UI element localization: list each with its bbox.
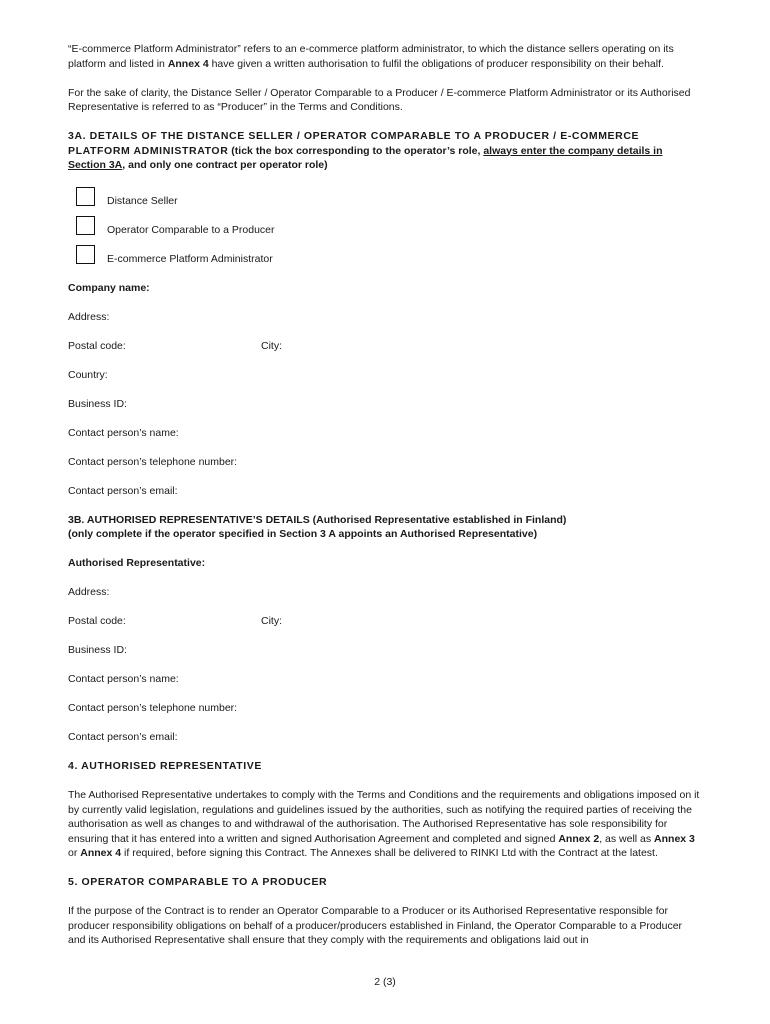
rep-postal-code-row (68, 614, 702, 643)
section-5-paragraph: If the purpose of the Contract is to render an Operator Comparable to a Producer or its Authorised Representative responsible for producer responsibility obligations on behalf of a producer/producers established in Finland, the Operator Comparable to a Producer and its Authorised Representative shall ensure that they comply with the requirements and obligations laid out in (68, 905, 683, 946)
checkbox[interactable] (76, 245, 95, 264)
role-option-label: Operator Comparable to a Producer (107, 223, 275, 236)
address-label: Address: (68, 310, 110, 323)
annex-2-reference: Annex 2 (558, 832, 600, 845)
city-label: City: (261, 339, 282, 352)
section-4-text: if required, before signing this Contract. The Annexes shall be delivered to RINKI Ltd with the Contract at the latest. (121, 847, 658, 859)
rep-business-id-label: Business ID: (68, 644, 127, 656)
section-4-text: The Authorised Representative undertakes to comply with the Terms and Conditions and the requirements and obligations imposed on it by currently valid legislation, regulations and guidelines issued by the authorities, such as notifying the required parties of receiving the authorisation as well as changes to and withdrawal of the authorisation. The Authorised Representative has sole responsibility for ensuring that it has entered into a written and signed Authorisation Agreement and completed and signed (68, 789, 700, 845)
checkbox[interactable] (76, 216, 95, 235)
section-3b-subtitle: (only complete if the operator specified in Section 3 A appoints an Authorised Representative) (68, 528, 538, 540)
rep-postal-code-label: Postal code: (68, 615, 126, 627)
section-3b-title: 3B. AUTHORISED REPRESENTATIVE’S DETAILS (Authorised Representative established in Finland) (68, 513, 567, 526)
authorised-rep-label: Authorised Representative: (68, 557, 206, 569)
role-option-ecommerce-admin[interactable] (68, 252, 702, 281)
postal-code-label: Postal code: (68, 339, 126, 352)
role-option-label: Distance Seller (107, 194, 178, 207)
rep-contact-email-label: Contact person’s email: (68, 731, 178, 743)
checkbox[interactable] (76, 187, 95, 206)
intro-text-end: have given a written authorisation to fulfil the obligations of producer responsibility on their behalf. (208, 57, 664, 70)
country-label: Country: (68, 368, 108, 381)
role-option-label: E-commerce Platform Administrator (107, 252, 273, 265)
company-name-label: Company name: (68, 281, 150, 294)
section-4-heading: 4. AUTHORISED REPRESENTATIVE (68, 760, 262, 772)
contact-name-label: Contact person’s name: (68, 426, 179, 439)
annex-3-reference: Annex 3 (654, 832, 695, 845)
section-4-text: or (68, 847, 81, 859)
intro-paragraph-2: For the sake of clarity, the Distance Seller / Operator Comparable to a Producer / E-commerce Platform Administrator or its Authorised Representative is referred to as “Producer” in the Terms and Conditions. (68, 86, 691, 113)
section-3a-title: 3A. DETAILS OF THE DISTANCE SELLER / OPERATOR COMPARABLE TO A PRODUCER / E-COMMERCE PLATFORM ADMINISTRATOR (68, 130, 640, 157)
section-3a-instruction-underlined: always enter the company details in Section 3A (68, 144, 663, 171)
postal-code-row (68, 339, 702, 368)
rep-contact-name-label: Contact person’s name: (68, 673, 179, 685)
section-3a-instruction-end: , and only one contract per operator role) (122, 159, 328, 171)
rep-address-label: Address: (68, 586, 110, 598)
contact-phone-label: Contact person’s telephone number: (68, 455, 238, 468)
role-option-operator-comparable[interactable] (68, 223, 702, 252)
annex-4-reference: Annex 4 (80, 847, 122, 859)
annex-4-reference: Annex 4 (167, 57, 209, 70)
role-option-distance-seller[interactable] (68, 194, 702, 223)
section-3a-instruction: (tick the box corresponding to the operator’s role, (228, 144, 484, 157)
section-3b-heading (68, 513, 702, 542)
business-id-label: Business ID: (68, 397, 127, 410)
rep-city-label: City: (261, 615, 282, 627)
intro-text: “E-commerce Platform Administrator” refers to an e-commerce platform administrator, to which the distance sellers operating on its platform and listed in (68, 43, 674, 70)
section-4-paragraph (68, 788, 702, 861)
contact-email-label: Contact person’s email: (68, 484, 178, 497)
rep-contact-phone-label: Contact person’s telephone number: (68, 702, 238, 714)
section-3a-heading (68, 129, 702, 173)
intro-paragraph-1 (68, 42, 702, 71)
section-4-text: , as well as (599, 832, 655, 845)
section-5-heading: 5. OPERATOR COMPARABLE TO A PRODUCER (68, 876, 328, 888)
page-number: 2 (3) (374, 976, 396, 988)
document-page (68, 42, 702, 948)
